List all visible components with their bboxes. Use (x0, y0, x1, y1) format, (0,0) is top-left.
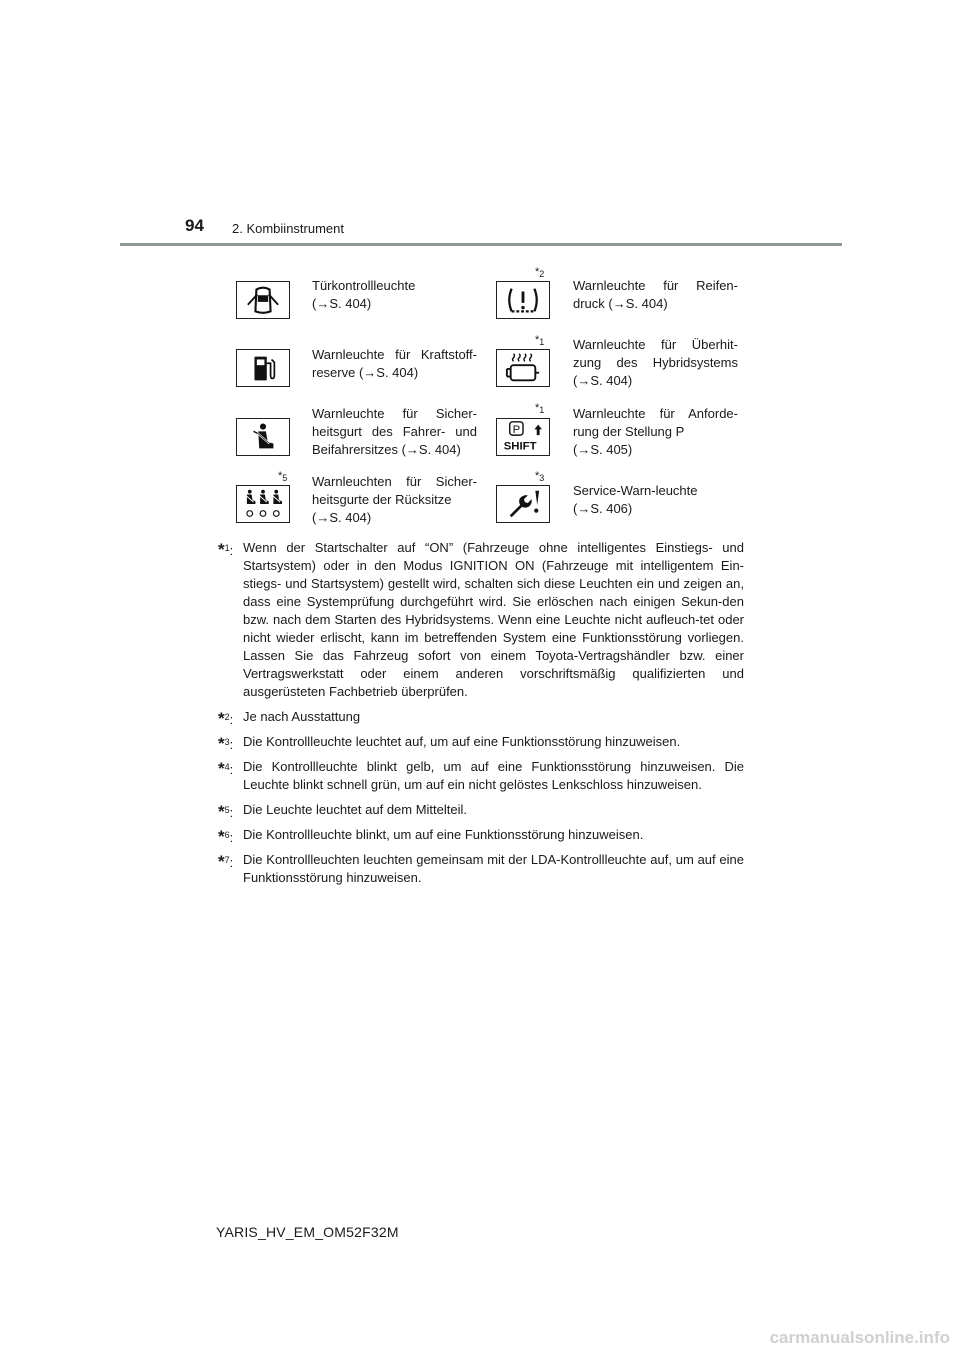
footnote: *$^2$: Je nach Ausstattung (218, 708, 744, 726)
footnote-text: Die Kontrollleuchte leuchtet auf, um auf eine Funktionsstörung hinzuweisen. (243, 734, 681, 749)
footnote-text: Wenn der Startschalter auf “ON” (Fahrzeuge ohne intelligentes Einstiegs- und Startsystem) oder in den Modus IGNITION ON (Fahrzeuge mit intelligentem Ein-stiegs- und Startsystem) gestellt wird, schalten sich diese Leuchten ein und zeigen an, dass eine Systemprüfung durchgeführt wird. Sie erlöschen nach einigen Sekun-den bzw. nach dem Starten des Hybridsystems. Wenn eine Leuchte nicht aufleuch-tet oder nicht wieder erlischt, kann im betreffenden System eine Funktionsstörung vorliegen. Lassen Sie das Fahrzeug sofort von einem Toyota-Vertragshändler bzw. einer Vertragswerkstatt oder einem anderen vorschriftsmäßig qualifizierten und ausgerüsteten Fachbetrieb überprüfen. (243, 540, 744, 699)
hybrid-overheat-icon (496, 349, 550, 387)
footnote-marker: $*_3$ (535, 470, 545, 483)
footnote: *$^5$: Die Leuchte leuchtet auf dem Mittelteil. (218, 801, 744, 819)
footnote-marker: $*_1$ (535, 334, 545, 347)
lamp-text-line: Warnleuchte für Reifen- (573, 278, 738, 293)
lamp-text-line: reserve (→S. 404) (312, 365, 419, 380)
lamp-text-line: Türkontrollleuchte (312, 278, 416, 293)
lamp-text-line: (→S. 405) (573, 442, 633, 457)
footnote: *$^7$: Die Kontrollleuchten leuchten gemeinsam mit der LDA-Kontrollleuchte auf, um auf eine Funktionsstörung hinzuweisen. (218, 852, 744, 885)
door-ajar-icon (236, 281, 290, 319)
rear-seatbelt-icon (236, 485, 290, 523)
lamp-text-line: Warnleuchte für Überhit- (573, 337, 738, 352)
footnote-text: Die Kontrollleuchte blinkt, um auf eine Funktionsstörung hinzuweisen. (243, 827, 644, 842)
footnote-text: Je nach Ausstattung (243, 709, 361, 724)
lamp-text-line: Service-Warn-leuchte (573, 483, 698, 498)
footnote-marker: $*_2$ (535, 266, 545, 279)
section-title: 2. Kombiinstrument (232, 221, 344, 236)
page-number: 94 (185, 216, 204, 235)
lamp-text-line: rung der Stellung P (573, 424, 685, 439)
lamp-text-line: Warnleuchte für Sicher- (312, 406, 477, 421)
lamp-text-line: Warnleuchte für Anforde- (573, 406, 738, 421)
footnote: *$^6$: Die Kontrollleuchte blinkt, um auf eine Funktionsstörung hinzuweisen. (218, 826, 744, 844)
footnote-text: Die Kontrollleuchten leuchten gemeinsam mit der LDA-Kontrollleuchte auf, um auf eine Funktionsstörung hinzuweisen. (243, 852, 744, 885)
lamp-text-line: Beifahrersitzes (→S. 404) (312, 442, 461, 457)
lamp-text-line: zung des Hybridsystems (573, 355, 738, 370)
footnote: *$^3$: Die Kontrollleuchte leuchtet auf, um auf eine Funktionsstörung hinzuweisen. (218, 733, 744, 751)
service-wrench-icon (496, 485, 550, 523)
footnotes (218, 539, 744, 894)
watermark: carmanualsonline.info (769, 1328, 950, 1347)
lamp-text-line: Warnleuchten für Sicher- (312, 474, 477, 489)
lamp-text-line: heitsgurt des Fahrer- und (312, 424, 477, 439)
p-label: P (512, 424, 521, 437)
header-rule (120, 243, 842, 246)
seatbelt-icon (236, 418, 290, 456)
footnote-marker: $*_1$ (535, 402, 545, 415)
lamp-text-line: (→S. 404) (312, 296, 372, 311)
shift-label: SHIFT (503, 440, 537, 453)
footnote-marker: $*_5$ (278, 470, 288, 483)
footnote: *$^1$: Wenn der Startschalter auf “ON” (Fahrzeuge ohne intelligentes Einstiegs- und Startsystem) oder in den Modus IGNITION ON (Fahrzeuge mit intelligentem Ein-stiegs- und Startsystem) gestellt wird, schalten sich diese Leuchten ein und zeigen an, dass eine Systemprüfung durchgeführt wird. Sie erlöschen nach einigen Sekun-den bzw. nach dem Starten des Hybridsystems. Wenn eine Leuchte nicht aufleuch-tet oder nicht wieder erlischt, kann im betreffenden System eine Funktionsstörung vorliegen. Lassen Sie das Fahrzeug sofort von einem Toyota-Vertragshändler bzw. einer Vertragswerkstatt oder einem anderen vorschriftsmäßig qualifizierten und ausgerüsteten Fachbetrieb überprüfen. (218, 540, 744, 699)
footnote-text: Die Leuchte leuchtet auf dem Mittelteil. (243, 802, 468, 817)
footnote: *$^4$: Die Kontrollleuchte blinkt gelb, um auf eine Funktionsstörung hinzuweisen. Die Leuchte blinkt schnell grün, um auf ein nicht gelöstes Lenkschloss hinzuweisen. (218, 759, 744, 792)
lamp-text-line: (→S. 404) (312, 510, 372, 525)
lamp-text-line: druck (→S. 404) (573, 296, 668, 311)
lamp-text-line: (→S. 404) (573, 373, 633, 388)
lamp-text-line: heitsgurte der Rücksitze (312, 492, 452, 507)
footnote-text: Die Kontrollleuchte blinkt gelb, um auf eine Funktionsstörung hinzuweisen. Die Leuchte blinkt schnell grün, um auf ein nicht gelöstes Lenkschloss hinzuweisen. (243, 759, 744, 792)
fuel-pump-icon (236, 349, 290, 387)
lamp-text-line: Warnleuchte für Kraftstoff- (312, 347, 477, 362)
document-code: YARIS_HV_EM_OM52F32M (216, 1224, 399, 1240)
lamp-text-line: (→S. 406) (573, 501, 633, 516)
tire-pressure-icon (496, 281, 550, 319)
p-shift-icon (496, 418, 550, 456)
